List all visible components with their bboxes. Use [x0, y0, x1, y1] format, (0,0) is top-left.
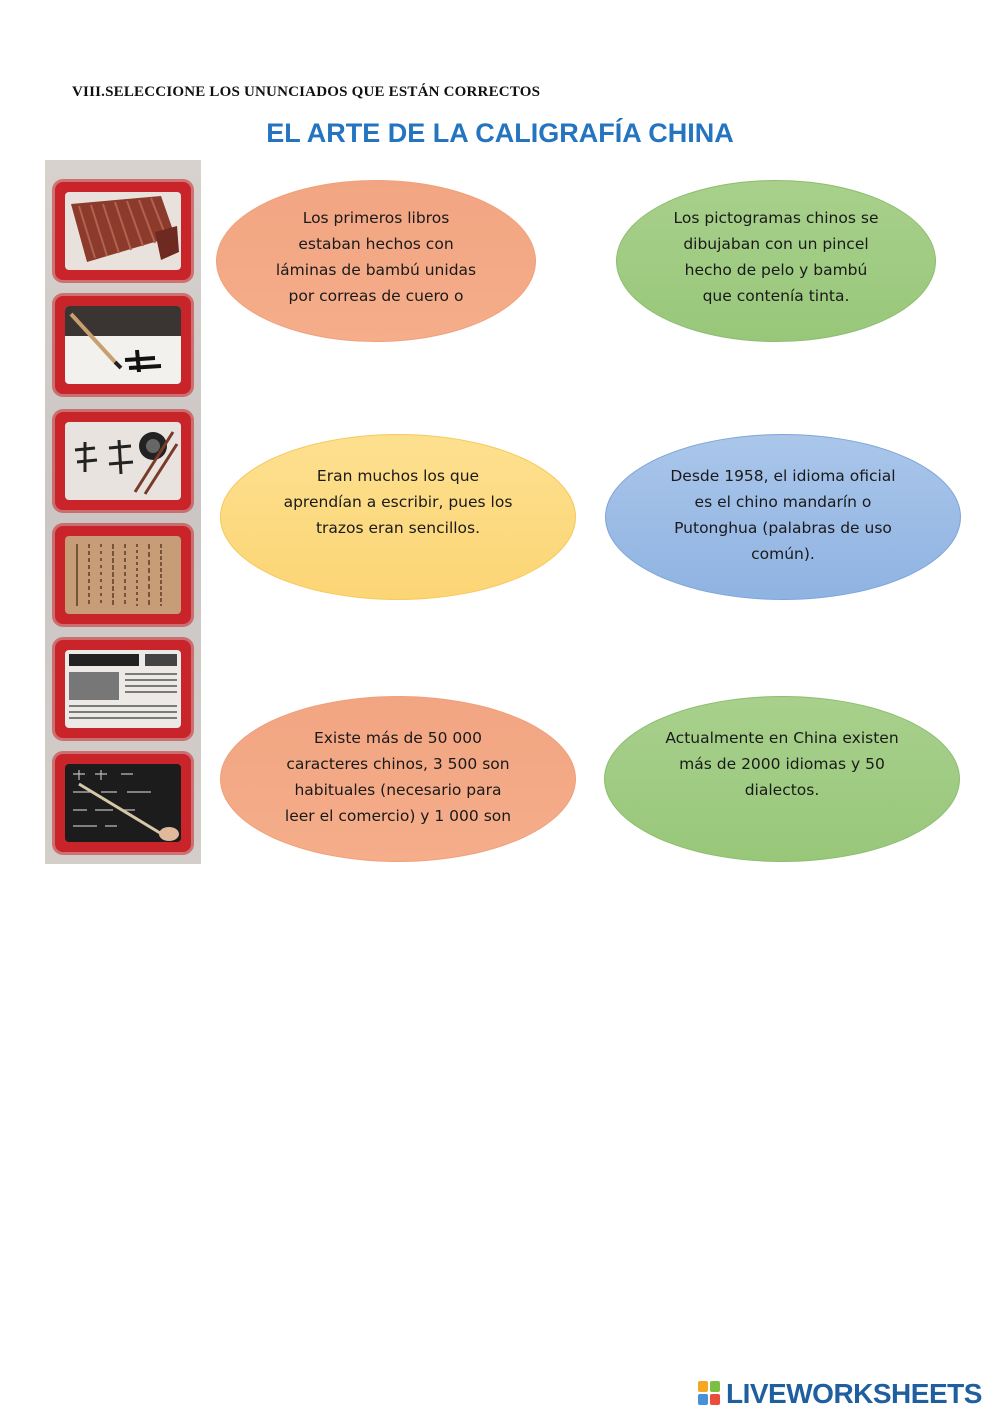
statement-oval-6[interactable] — [604, 696, 960, 862]
statement-line: Los pictogramas chinos se — [673, 209, 879, 227]
statement-line: más de 2000 idiomas y 50 — [679, 755, 885, 773]
liveworksheets-logo-icon — [698, 1381, 722, 1407]
statement-line: estaban hechos con — [298, 235, 454, 253]
statement-line: Existe más de 50 000 — [313, 729, 482, 747]
page-title: EL ARTE DE LA CALIGRAFÍA CHINA — [266, 118, 734, 148]
statement-line: Actualmente en China existen — [665, 729, 899, 747]
statement-line: común). — [751, 545, 815, 563]
statement-oval-5[interactable] — [220, 696, 576, 862]
statement-oval-2[interactable] — [616, 180, 936, 342]
statement-line: Desde 1958, el idioma oficial — [670, 467, 896, 485]
statement-line: dialectos. — [744, 781, 820, 799]
statement-line: Putonghua (palabras de uso — [674, 519, 892, 537]
newspaper-image — [55, 640, 191, 738]
ancient-manuscript-image — [55, 526, 191, 624]
liveworksheets-logo[interactable] — [698, 1376, 982, 1412]
statement-line: es el chino mandarín o — [694, 493, 872, 511]
statement-line: Los primeros libros — [302, 209, 450, 227]
statement-line: que contenía tinta. — [702, 287, 850, 305]
statement-line: hecho de pelo y bambú — [684, 261, 868, 279]
statement-oval-1[interactable] — [216, 180, 536, 342]
statement-line: láminas de bambú unidas — [275, 261, 477, 279]
blackboard-image — [55, 754, 191, 852]
brush-writing-image — [55, 296, 191, 394]
statement-line: trazos eran sencillos. — [315, 519, 481, 537]
statement-oval-3[interactable] — [220, 434, 576, 600]
logo-text: LIVEWORKSHEETS — [726, 1378, 982, 1409]
statement-oval-4[interactable] — [605, 434, 961, 600]
instruction-text: VIII.SELECCIONE LOS UNUNCIADOS QUE ESTÁN CORRECTOS — [72, 84, 541, 100]
statement-line: aprendían a escribir, pues los — [283, 493, 513, 511]
bamboo-book-image — [55, 182, 191, 280]
statement-line: dibujaban con un pincel — [683, 235, 869, 253]
statement-line: por correas de cuero o — [288, 287, 464, 305]
statement-line: Eran muchos los que — [316, 467, 480, 485]
statement-line: habituales (necesario para — [294, 781, 502, 799]
calligraphy-ink-image — [55, 412, 191, 510]
statement-line: leer el comercio) y 1 000 son — [284, 807, 512, 825]
image-strip — [45, 160, 201, 864]
statement-line: caracteres chinos, 3 500 son — [286, 755, 510, 773]
